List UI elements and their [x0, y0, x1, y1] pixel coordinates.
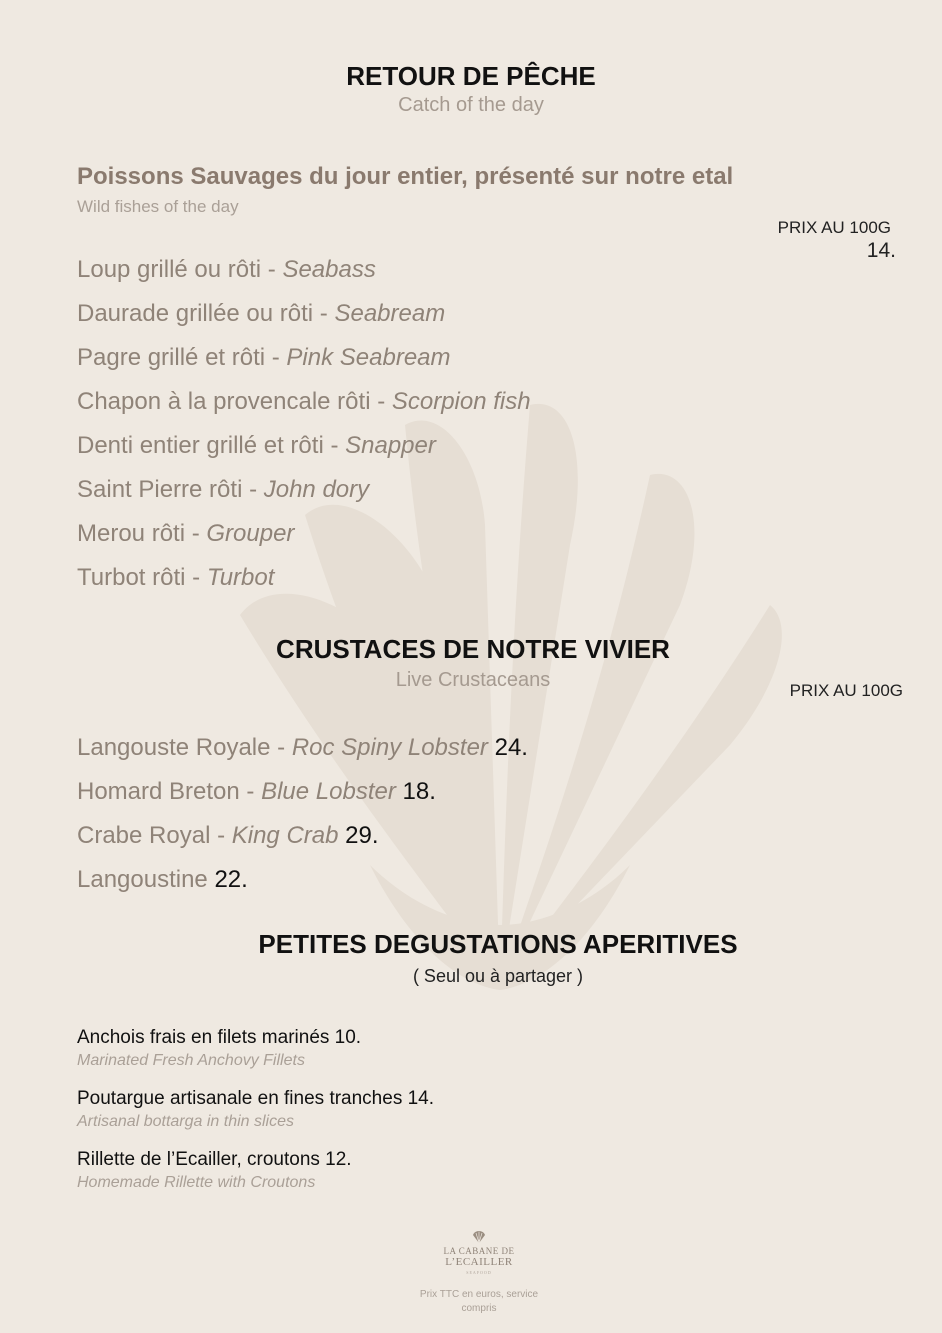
item-price: 22. — [214, 866, 248, 893]
price-per-100g-label: PRIX AU 100G — [789, 681, 903, 700]
item-name-fr: Poutargue artisanale en fines tranches 14. — [77, 1088, 435, 1109]
item-name-fr: Daurade grillée ou rôti - — [77, 300, 335, 327]
list-item — [77, 563, 531, 607]
list-item — [77, 821, 528, 865]
crustacean-list — [77, 733, 528, 909]
list-item — [77, 387, 531, 431]
item-name-en: Marinated Fresh Anchovy Fillets — [77, 1052, 305, 1069]
section-title-tastings: PETITES DEGUSTATIONS APERITIVES — [258, 929, 738, 959]
list-item — [77, 299, 531, 343]
wild-fish-subheading: Wild fishes of the day — [77, 197, 239, 216]
section-subtitle-tastings: ( Seul ou à partager ) — [412, 966, 584, 986]
scallop-shell-icon — [472, 1230, 486, 1244]
item-name-en: Homemade Rillette with Croutons — [77, 1174, 316, 1191]
item-name-en: Scorpion fish — [391, 388, 531, 415]
item-name-fr: Chapon à la provencale rôti - — [77, 388, 392, 415]
item-price: 29. — [338, 822, 379, 849]
item-name-fr: Pagre grillé et rôti - — [77, 344, 287, 371]
list-item — [77, 343, 531, 387]
list-item — [77, 1088, 434, 1131]
list-item — [77, 865, 528, 909]
logo-text-line1: LA CABANE DE — [443, 1246, 515, 1256]
section-subtitle-catch: Catch of the day — [398, 94, 544, 116]
section-title-catch: RETOUR DE PÊCHE — [346, 61, 596, 91]
item-name-fr: Langouste Royale - — [77, 734, 292, 761]
fish-price: 14. — [866, 239, 896, 262]
item-name-fr: Turbot rôti - — [77, 564, 207, 591]
item-name-en: Pink Seabream — [286, 344, 451, 371]
list-item — [77, 519, 531, 563]
item-name-en: Seabream — [334, 300, 446, 327]
list-item — [77, 777, 528, 821]
item-name-fr: Langoustine — [77, 866, 215, 893]
item-name-en: Grouper — [206, 520, 295, 547]
price-note-line2: compris — [461, 1303, 497, 1314]
item-price: 24. — [487, 734, 528, 761]
price-per-100g-label: PRIX AU 100G — [777, 218, 891, 237]
item-name-fr: Crabe Royal - — [77, 822, 232, 849]
item-name-en: Seabass — [282, 256, 376, 283]
item-name-fr: Denti entier grillé et rôti - — [77, 432, 346, 459]
logo-text-line2: L’ECAILLER — [445, 1256, 513, 1268]
section-title-crustaceans: CRUSTACES DE NOTRE VIVIER — [276, 634, 670, 664]
section-subtitle-crustaceans: Live Crustaceans — [395, 669, 551, 691]
price-note-line1: Prix TTC en euros, service — [419, 1289, 539, 1300]
list-item — [77, 255, 531, 299]
list-item — [77, 1149, 352, 1192]
wild-fish-heading: Poissons Sauvages du jour entier, présenté sur notre etal — [77, 163, 734, 190]
restaurant-logo — [0, 1230, 942, 1275]
item-name-fr: Merou rôti - — [77, 520, 207, 547]
fish-list — [77, 255, 531, 607]
item-name-en: Snapper — [345, 432, 436, 459]
list-item — [77, 431, 531, 475]
item-name-en: Roc Spiny Lobster — [291, 734, 488, 761]
list-item — [77, 1027, 361, 1070]
price-note — [0, 1288, 942, 1316]
item-name-en: Blue Lobster — [261, 778, 396, 805]
item-name-fr: Loup grillé ou rôti - — [77, 256, 283, 283]
item-name-en: John dory — [263, 476, 370, 503]
item-name-en: Turbot — [206, 564, 275, 591]
item-name-fr: Rillette de l’Ecailler, croutons 12. — [77, 1149, 352, 1170]
item-name-fr: Anchois frais en filets marinés 10. — [77, 1027, 362, 1048]
item-price: 18. — [395, 778, 436, 805]
item-name-en: Artisanal bottarga in thin slices — [77, 1113, 294, 1130]
list-item — [77, 475, 531, 519]
logo-tagline: SEAFOOD — [466, 1270, 492, 1275]
item-name-fr: Homard Breton - — [77, 778, 262, 805]
item-name-en: King Crab — [231, 822, 339, 849]
list-item — [77, 733, 528, 777]
item-name-fr: Saint Pierre rôti - — [77, 476, 264, 503]
